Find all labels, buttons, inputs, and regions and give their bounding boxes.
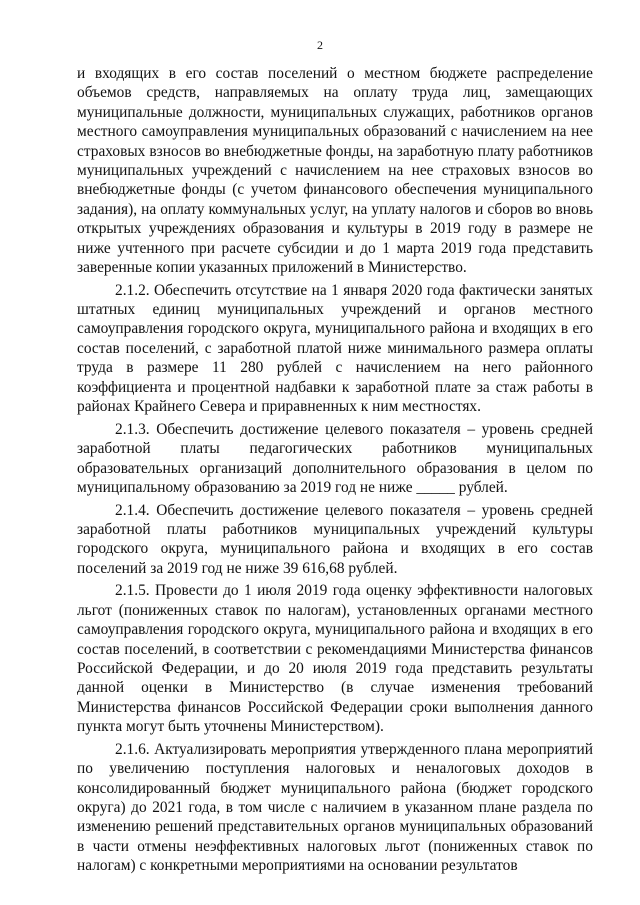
paragraph-2-1-5: 2.1.5. Провести до 1 июля 2019 года оценку эффективности налоговых льгот (пониженных ставок по налогам), установленных органами местного самоуправления городского округа, муниципального района и входящих в его состав поселений, в соответствии с рекомендациями Министерства финансов Российской Федерации, и до 20 июля 2019 года представить результаты данной оценки в Министерство (в случае изменения требований Министерства финансов Российской Федерации сроки выполнения данного пункта могут быть уточнены Министерством). [77, 582, 593, 736]
document-body [77, 64, 593, 876]
paragraph-continuation: и входящих в его состав поселений о местном бюджете распределение объемов средств, направляемых на оплату труда лиц, замещающих муниципальные должности, муниципальных служащих, работников органов местного самоуправления муниципальных образований с начислением на нее страховых взносов во внебюджетные фонды, на заработную плату работников муниципальных учреждений с начислением на нее страховых взносов во внебюджетные фонды (с учетом финансового обеспечения муниципального задания), на оплату коммунальных услуг, на уплату налогов и сборов во вновь открытых учреждениях образования и культуры в 2019 году в размере не ниже учтенного при расчете субсидии и до 1 марта 2019 года представить заверенные копии указанных приложений в Министерство. [77, 65, 593, 277]
paragraph-2-1-2: 2.1.2. Обеспечить отсутствие на 1 января 2020 года фактически занятых штатных единиц муниципальных учреждений и органов местного самоуправления городского округа, муниципального района и входящих в его состав поселений, с заработной платой ниже минимального размера оплаты труда в размере 11 280 рублей с начислением на него районного коэффициента и процентной надбавки к заработной плате за стаж работы в районах Крайнего Севера и приравненных к ним местностях. [77, 281, 593, 416]
paragraph-2-1-4: 2.1.4. Обеспечить достижение целевого показателя – уровень средней заработной платы работников муниципальных учреждений культуры городского округа, муниципального района и входящих в его состав поселений за 2019 год не ниже 39 616,68 рублей. [77, 501, 593, 577]
paragraph-2-1-6: 2.1.6. Актуализировать мероприятия утвержденного плана мероприятий по увеличению поступления налоговых и неналоговых доходов в консолидированный бюджет муниципального района (бюджет городского округа) до 2021 года, в том числе с наличием в указанном плане раздела по изменению решений представительных органов муниципальных образований в части отмены неэффективных налоговых льгот (пониженных ставок по налогам) с конкретными мероприятиями на основании результатов [77, 740, 593, 875]
paragraph-2-1-3: 2.1.3. Обеспечить достижение целевого показателя – уровень средней заработной платы педагогических работников муниципальных образовательных организаций дополнительного образования в целом по муниципальному образованию за 2019 год не ниже _____ рублей. [77, 420, 593, 496]
page-number: 2 [317, 38, 323, 52]
